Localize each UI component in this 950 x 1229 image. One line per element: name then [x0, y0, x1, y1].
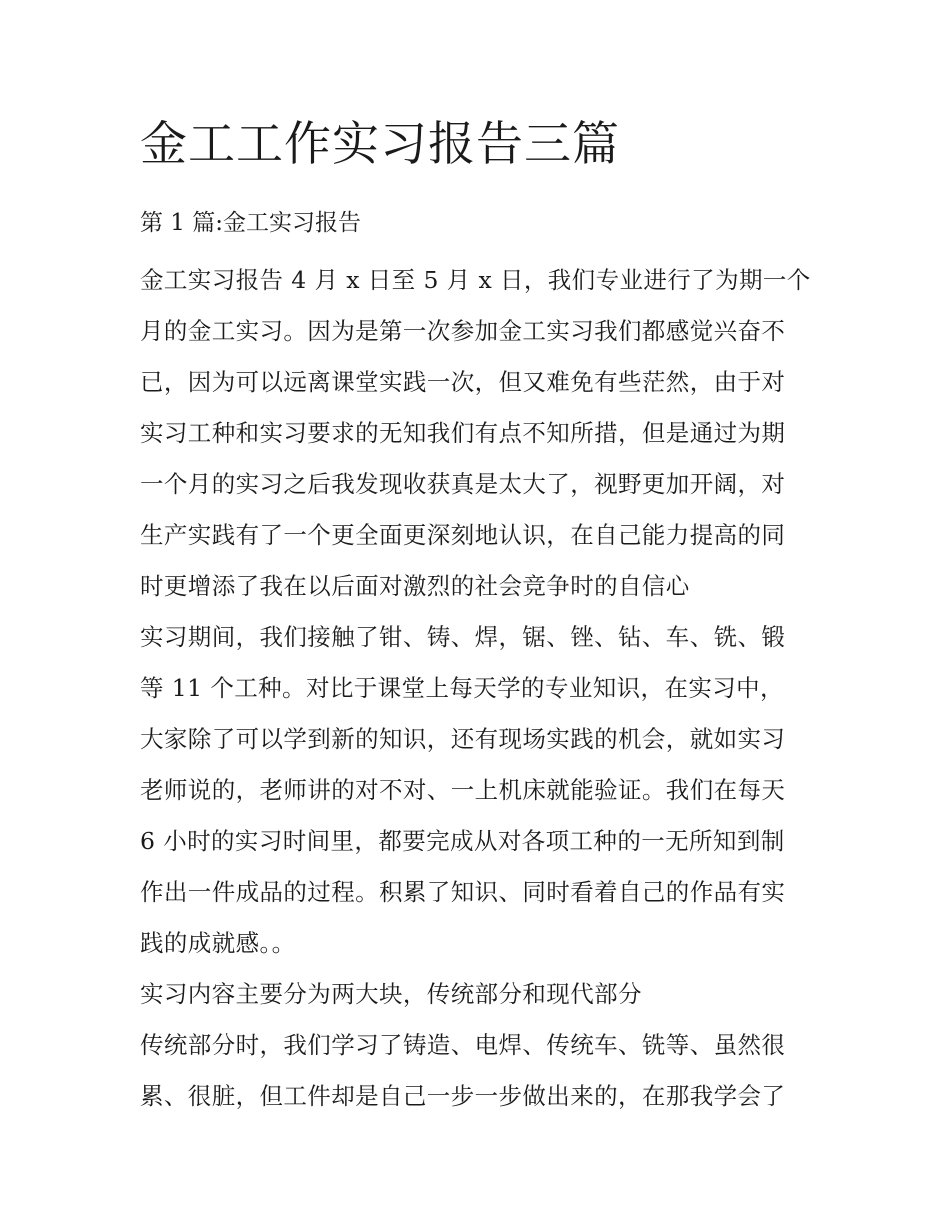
document-title: 金工工作实习报告三篇: [140, 117, 620, 172]
document-body: [140, 255, 820, 1122]
body-line: 作出一件成品的过程。积累了知识、同时看着自己的作品有实: [140, 878, 786, 906]
body-line: 实习工种和实习要求的无知我们有点不知所措，但是通过为期: [140, 419, 786, 447]
document-subtitle: 第 1 篇:金工实习报告: [140, 210, 362, 236]
body-line: 传统部分时，我们学习了铸造、电焊、传统车、铣等、虽然很: [140, 1031, 786, 1059]
body-line: 老师说的，老师讲的对不对、一上机床就能验证。我们在每天: [140, 776, 786, 804]
body-line: 等 11 个工种。对比于课堂上每天学的专业知识，在实习中，: [140, 674, 784, 702]
body-line: 践的成就感。。: [140, 929, 296, 957]
body-line: 月的金工实习。因为是第一次参加金工实习我们都感觉兴奋不: [140, 317, 786, 345]
body-line: 已，因为可以远离课堂实践一次，但又难免有些茫然，由于对: [140, 368, 786, 396]
body-line: 实习期间，我们接触了钳、铸、焊，锯、锉、钻、车、铣、锻: [140, 623, 786, 651]
body-line: 时更增添了我在以后面对激烈的社会竞争时的自信心: [140, 572, 690, 600]
body-line: 一个月的实习之后我发现收获真是太大了，视野更加开阔，对: [140, 470, 786, 498]
body-line: 金工实习报告 4 月 x 日至 5 月 x 日，我们专业进行了为期一个: [140, 266, 811, 294]
body-line: 实习内容主要分为两大块，传统部分和现代部分: [140, 980, 642, 1008]
body-line: 累、很脏，但工件却是自己一步一步做出来的，在那我学会了: [140, 1082, 786, 1110]
body-line: 生产实践有了一个更全面更深刻地认识，在自己能力提高的同: [140, 521, 786, 549]
body-line: 6 小时的实习时间里，都要完成从对各项工种的一无所知到制: [140, 827, 785, 855]
body-line: 大家除了可以学到新的知识，还有现场实践的机会，就如实习: [140, 725, 786, 753]
